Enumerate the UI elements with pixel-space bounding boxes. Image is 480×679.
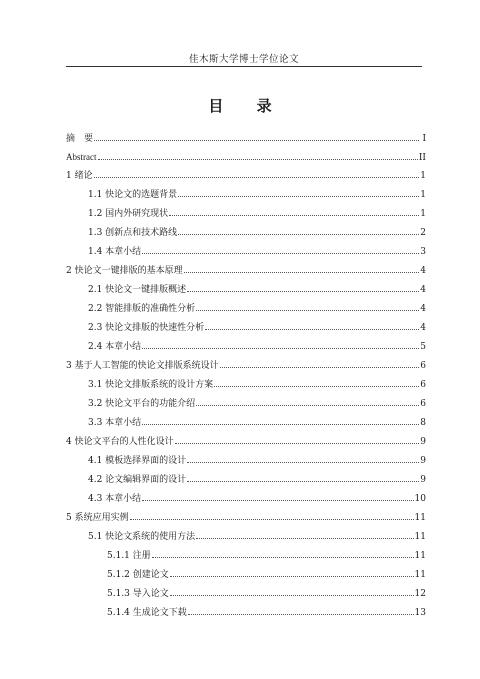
dot-leader xyxy=(142,339,419,349)
toc-page: 9 xyxy=(420,437,426,447)
toc-label: 1.1 快论文的选题背景 xyxy=(88,190,178,200)
dot-leader xyxy=(142,491,413,501)
dot-leader xyxy=(170,586,414,596)
toc-label: 2.1 快论文一键排版概述 xyxy=(88,285,187,295)
page-title: 目 录 xyxy=(208,97,286,115)
toc-entry-section-1-4[interactable] xyxy=(88,244,426,257)
dot-leader xyxy=(187,282,419,292)
toc-page: 4 xyxy=(420,304,426,314)
toc-label: 5.1.2 创建论文 xyxy=(107,570,169,580)
toc-page: 11 xyxy=(414,551,426,561)
toc-page: 11 xyxy=(414,513,426,523)
toc-entry-section-3-2[interactable] xyxy=(88,396,426,409)
toc-entry-section-4-3[interactable] xyxy=(88,491,426,504)
toc-entry-section-5-1[interactable] xyxy=(88,529,426,542)
toc-label: 3 基于人工智能的快论文排版系统设计 xyxy=(66,361,219,371)
toc-label: 2.4 本章小结 xyxy=(88,342,142,352)
toc-entry-section-1-3[interactable] xyxy=(88,225,426,238)
dot-leader xyxy=(130,510,414,520)
toc-entry-section-2-4[interactable] xyxy=(88,339,426,352)
toc-page: 12 xyxy=(414,589,426,599)
dot-leader xyxy=(175,434,419,444)
toc-label: 2.2 智能排版的准确性分析 xyxy=(88,304,196,314)
toc-entry-section-3-1[interactable] xyxy=(88,377,426,390)
toc-entry-subsection-5-1-1[interactable] xyxy=(107,548,426,561)
dot-leader xyxy=(205,320,419,330)
toc-entry-chapter-2[interactable] xyxy=(66,263,426,276)
dot-leader xyxy=(142,244,419,254)
dot-leader xyxy=(170,567,414,577)
toc-page: 4 xyxy=(420,323,426,333)
toc-label: 4.1 模板选择界面的设计 xyxy=(88,456,187,466)
toc-page: 1 xyxy=(420,171,426,181)
toc-page: 5 xyxy=(420,342,426,352)
dot-leader xyxy=(94,131,419,141)
toc-label: 5.1.1 注册 xyxy=(107,551,151,561)
toc-entry-subsection-5-1-4[interactable] xyxy=(107,605,426,618)
dot-leader xyxy=(169,206,419,216)
dot-leader xyxy=(152,548,414,558)
toc-page: 1 xyxy=(420,209,426,219)
toc-page: 8 xyxy=(420,418,426,428)
toc-label: 4.3 本章小结 xyxy=(88,494,142,504)
toc-label: Abstract xyxy=(66,152,97,162)
toc-page: I xyxy=(422,134,426,144)
toc-page: 10 xyxy=(414,494,426,504)
dot-leader xyxy=(187,453,419,463)
toc-label: 1.4 本章小结 xyxy=(88,247,142,257)
toc-page: 13 xyxy=(414,608,426,618)
toc-label: 5.1.3 导入论文 xyxy=(107,589,169,599)
toc-label: 摘 要 xyxy=(66,134,94,144)
toc-entry-subsection-5-1-2[interactable] xyxy=(107,567,426,580)
toc-label: 5.1 快论文系统的使用方法 xyxy=(88,532,196,542)
toc-page: 9 xyxy=(420,456,426,466)
toc-label: 4 快论文平台的人性化设计 xyxy=(66,437,174,447)
toc-entry-subsection-5-1-3[interactable] xyxy=(107,586,426,599)
toc-label: 5 系统应用实例 xyxy=(66,513,129,523)
dot-leader xyxy=(196,529,413,539)
toc-page: 6 xyxy=(420,399,426,409)
toc-entry-section-2-1[interactable] xyxy=(88,282,426,295)
toc-page: 3 xyxy=(420,247,426,257)
dot-leader xyxy=(188,605,414,615)
dot-leader xyxy=(178,187,419,197)
toc-entry-chapter-4[interactable] xyxy=(66,434,426,447)
toc-page: 9 xyxy=(420,475,426,485)
toc-entry-section-2-2[interactable] xyxy=(88,301,426,314)
dot-leader xyxy=(214,377,419,387)
dot-leader xyxy=(196,301,419,311)
dot-leader xyxy=(196,396,419,406)
toc-page: 4 xyxy=(420,285,426,295)
running-header: 佳木斯大学博士学位论文 xyxy=(188,54,299,65)
toc-entry-section-1-1[interactable] xyxy=(88,187,426,200)
toc-entry-section-3-3[interactable] xyxy=(88,415,426,428)
toc-page: II xyxy=(418,153,426,163)
dot-leader xyxy=(142,415,419,425)
toc-page: 11 xyxy=(414,570,426,580)
toc-page: 6 xyxy=(420,361,426,371)
toc-label: 3.2 快论文平台的功能介绍 xyxy=(88,399,196,409)
toc-entry-section-2-3[interactable] xyxy=(88,320,426,333)
toc-label: 3.3 本章小结 xyxy=(88,418,142,428)
toc-entry-chapter-5[interactable] xyxy=(66,510,426,523)
toc-entry-abstract-cn[interactable] xyxy=(66,131,426,144)
dot-leader xyxy=(184,263,419,273)
dot-leader xyxy=(220,358,419,368)
toc-page: 4 xyxy=(420,266,426,276)
header-rule xyxy=(66,66,422,67)
toc-page: 6 xyxy=(420,380,426,390)
toc-entry-abstract-en[interactable] xyxy=(66,150,426,163)
toc-label: 3.1 快论文排版系统的设计方案 xyxy=(88,380,214,390)
toc-entry-section-4-1[interactable] xyxy=(88,453,426,466)
toc-label: 1 绪论 xyxy=(66,171,93,181)
toc-label: 1.2 国内外研究现状 xyxy=(88,209,169,219)
toc-page: 11 xyxy=(414,532,426,542)
toc-entry-chapter-3[interactable] xyxy=(66,358,426,371)
toc-entry-section-4-2[interactable] xyxy=(88,472,426,485)
dot-leader xyxy=(98,150,418,160)
toc-label: 2 快论文一键排版的基本原理 xyxy=(66,266,183,276)
toc-entry-chapter-1[interactable] xyxy=(66,168,426,181)
toc-label: 1.3 创新点和技术路线 xyxy=(88,228,178,238)
toc-page: 2 xyxy=(420,228,426,238)
toc-label: 5.1.4 生成论文下载 xyxy=(107,608,187,618)
toc-page: 1 xyxy=(420,190,426,200)
dot-leader xyxy=(94,168,419,178)
dot-leader xyxy=(178,225,419,235)
toc-entry-section-1-2[interactable] xyxy=(88,206,426,219)
toc-label: 2.3 快论文排版的快速性分析 xyxy=(88,323,205,333)
toc-label: 4.2 论文编辑界面的设计 xyxy=(88,475,187,485)
dot-leader xyxy=(187,472,419,482)
